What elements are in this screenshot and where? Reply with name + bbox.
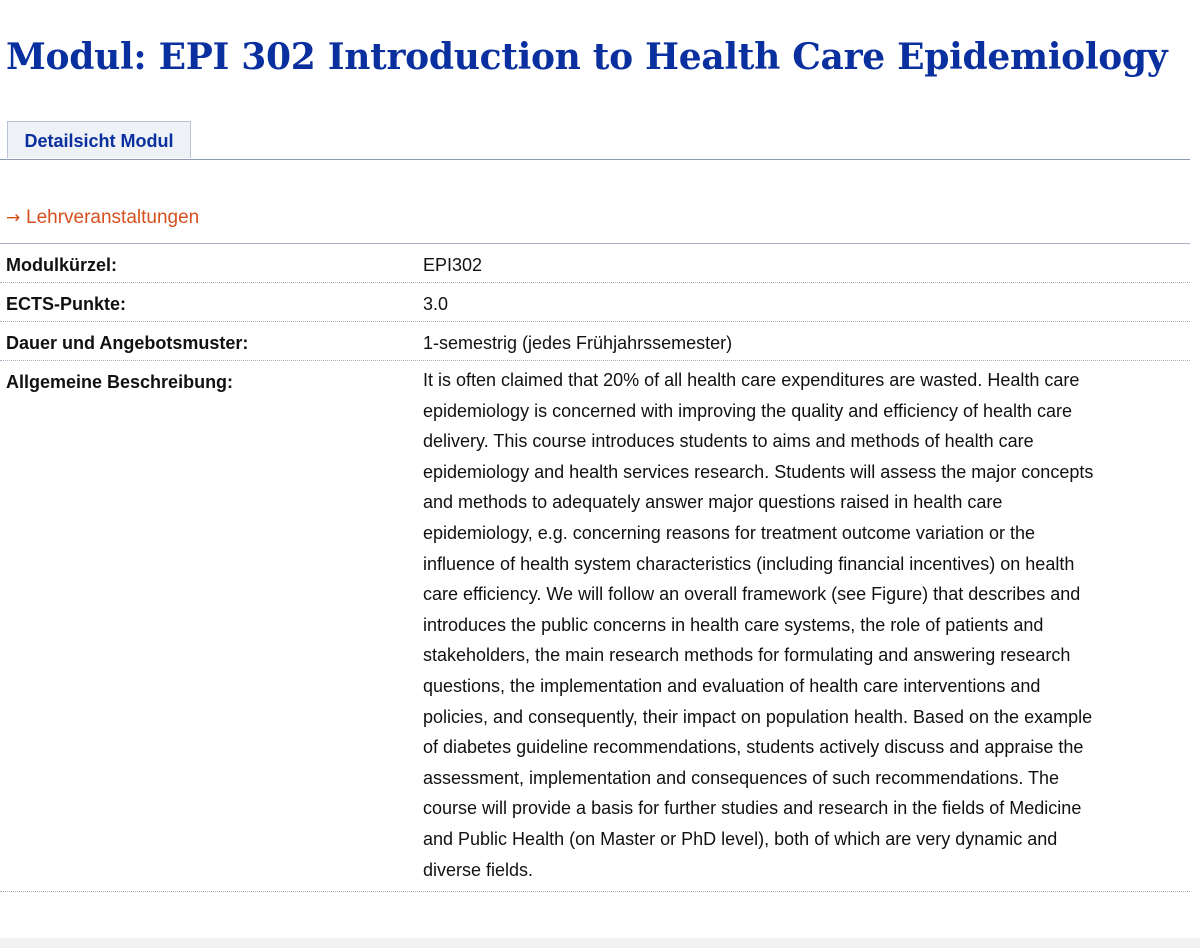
detail-row-ects-punkte bbox=[0, 283, 1190, 322]
lehrveranstaltungen-link[interactable] bbox=[6, 207, 199, 229]
tab-bar bbox=[0, 121, 1190, 160]
page-title: Modul: EPI 302 Introduction to Health Care Epidemiology bbox=[6, 36, 1168, 78]
detail-value: EPI302 bbox=[423, 255, 483, 275]
detail-row-beschreibung bbox=[0, 361, 1190, 892]
detail-label: Dauer und Angebotsmuster: bbox=[6, 333, 249, 353]
module-details-table bbox=[0, 243, 1190, 892]
detail-value: 1-semestrig (jedes Frühjahrssemester) bbox=[423, 333, 733, 353]
lehrveranstaltungen-label: Lehrveranstaltungen bbox=[26, 207, 200, 228]
detail-label: Allgemeine Beschreibung: bbox=[6, 372, 234, 392]
detail-value: 3.0 bbox=[423, 294, 449, 314]
page-bottom-edge bbox=[0, 938, 1200, 948]
detail-label: Modulkürzel: bbox=[6, 255, 117, 275]
detail-row-modulkuerzel bbox=[0, 244, 1190, 283]
detail-label: ECTS-Punkte: bbox=[6, 294, 127, 314]
tab-detailsicht-modul[interactable]: Detailsicht Modul bbox=[7, 121, 191, 158]
detail-row-dauer bbox=[0, 322, 1190, 361]
description-text: It is often claimed that 20% of all health care expenditures are wasted. Health care epidemiology is concerned with improving the quality and efficiency of health care delivery. This course introduces students to aims and methods of health care epidemiology and health services research. Students will assess the major concepts and methods to adequately answer major questions raised in health care epidemiology, e.g. concerning reasons for treatment outcome variation or the influence of health system characteristics (including financial incentives) on health care efficiency. We will follow an overall framework (see Figure) that describes and introduces the public concerns in health care systems, the role of patients and stakeholders, the main research methods for formulating and answering research questions, the implementation and evaluation of health care interventions and policies, and consequently, their impact on population health. Based on the example of diabetes guideline recommendations, students actively discuss and appraise the assessment, implementation and consequences of such recommendations. The course will provide a basis for further studies and research in the fields of Medicine and Public Health (on Master or PhD level), both of which are very dynamic and diverse fields. bbox=[423, 370, 1094, 880]
arrow-right-icon: → bbox=[6, 208, 21, 228]
